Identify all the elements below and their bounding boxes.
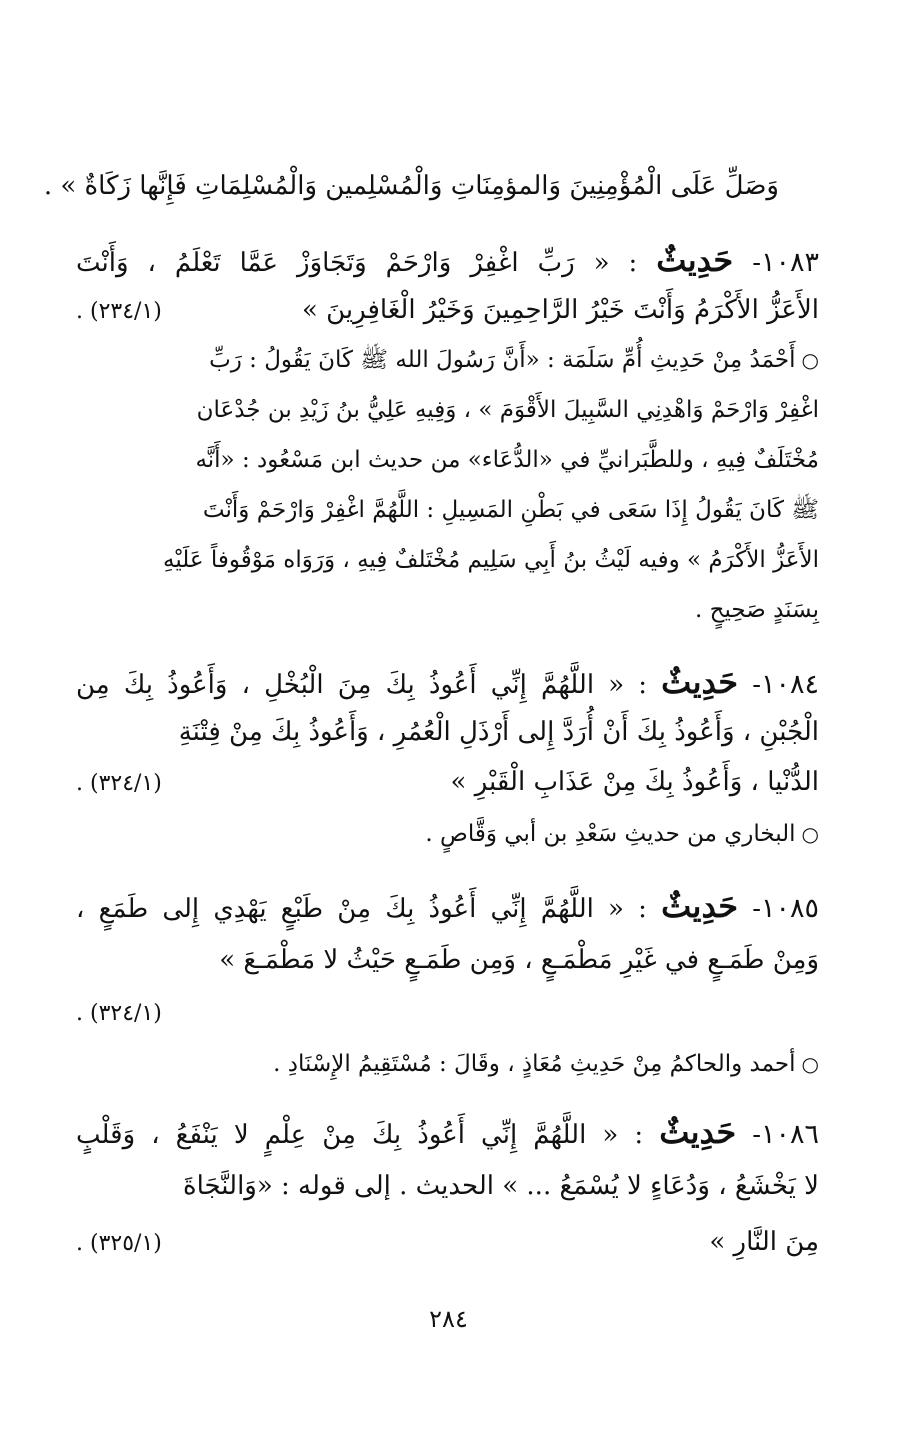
hadith-1084-note-1 (76, 814, 819, 854)
hadith-number: ١٠٨٤ (761, 669, 820, 700)
hadith-text: مِنَ النَّارِ » (709, 1227, 819, 1257)
hadith-1083-note-1 (76, 340, 819, 380)
hadith-text: لا يَخْشَعُ ، وَدُعَاءٍ لا يُسْمَعُ ... » الحديث . إلى قوله : «وَالنَّجَاةَ (182, 1171, 819, 1201)
hadith-text: : « رَبِّ اغْفِرْ وَارْحَمْ وَتَجَاوَزْ عَمَّا تَعْلَمُ ، وَأَنْتَ (76, 248, 638, 278)
circle-bullet-icon: ○ (801, 1052, 819, 1076)
hadith-1083-note-5 (76, 540, 819, 580)
hadith-1084-reference (76, 764, 162, 804)
hadith-text: : « اللَّهُمَّ إِنِّي أَعُوذُ بِكَ مِنْ عِلْمٍ لا يَنْفَعُ ، وَقَلْبٍ (76, 1120, 644, 1150)
hadith-1083-note-6 (76, 590, 819, 630)
note-text: أحمد والحاكمُ مِنْ حَدِيثِ مُعَاذٍ ، وقَالَ : مُسْتَقِيمُ الإِسْنَادِ . (273, 1051, 796, 1077)
note-text: ﷺ كَانَ يَقُولُ إِذَا سَعَى في بَطْنِ المَسِيلِ : اللَّهُمَّ اغْفِرْ وَارْحَمْ وَأَنْتَ (202, 497, 819, 523)
hadith-label: حَدِيثٌ (656, 241, 734, 279)
reference-text: . (٢٣٤/١) (76, 299, 162, 324)
dash: - (752, 670, 761, 700)
hadith-text: وَمِنْ طَمَـعٍ في غَيْرِ مَطْمَـعٍ ، وَمِن طَمَـعٍ حَيْثُ لا مَطْمَـعَ » (219, 945, 819, 975)
reference-text: . (٣٢٤/١) (76, 1001, 162, 1026)
hadith-1084-line-2 (76, 712, 819, 752)
dash: - (752, 894, 762, 924)
hadith-1083-note-3 (76, 440, 819, 480)
hadith-label: حَدِيثٌ (661, 887, 739, 925)
page-number: ٢٨٤ (429, 1305, 468, 1333)
hadith-1083-line-1 (76, 240, 819, 283)
hadith-1083-note-4 (76, 490, 819, 530)
hadith-1085-reference (76, 994, 162, 1034)
hadith-label: حَدِيثٌ (659, 1113, 737, 1151)
hadith-1086-line-1 (76, 1112, 819, 1155)
hadith-1085-line-2 (76, 940, 819, 980)
hadith-1085-note-1 (76, 1044, 819, 1084)
hadith-1084-line-3 (230, 762, 819, 802)
hadith-text: الأَعَزُّ الأَكْرَمُ وَأَنْتَ خَيْرُ الرَّاحِمِينَ وَخَيْرُ الْغَافِرِينَ » (301, 295, 819, 325)
hadith-1084-line-1 (76, 662, 819, 705)
hadith-1085-line-1 (76, 886, 819, 929)
hadith-1086-line-3 (330, 1222, 819, 1262)
hadith-1086-reference (76, 1224, 162, 1264)
continuation-line (43, 166, 779, 206)
dash: - (752, 248, 761, 278)
hadith-1083-reference (76, 292, 162, 332)
note-text: البخاري من حديثِ سَعْدِ بن أبي وَقَّاصٍ . (425, 821, 796, 847)
hadith-1083-note-2 (76, 390, 819, 430)
reference-text: . (٣٢٤/١) (76, 771, 162, 796)
hadith-number: ١٠٨٥ (761, 893, 820, 924)
continuation-text: وَصَلِّ عَلَى الْمُؤْمِنِينَ وَالمؤمِنَاتِ وَالْمُسْلِمين وَالْمُسْلِمَاتِ فَإِنَّها زَكَاةٌ » . (43, 171, 779, 201)
circle-bullet-icon: ○ (801, 822, 819, 846)
circle-bullet-icon: ○ (801, 348, 819, 372)
note-text: أَحْمَدُ مِنْ حَدِيثِ أُمِّ سَلَمَة : «أَنَّ رَسُولَ الله ﷺ كَانَ يَقُولُ : رَبِّ (209, 347, 796, 373)
reference-text: . (٣٢٥/١) (76, 1231, 162, 1256)
hadith-number: ١٠٨٦ (761, 1119, 820, 1150)
hadith-text: الْجُبْنِ ، وَأَعُوذُ بِكَ أَنْ أُرَدَّ إِلى أَرْذَلِ الْعُمُرِ ، وَأَعُوذُ بِكَ مِنْ فِتْنَةِ (178, 717, 819, 747)
hadith-1086-line-2 (76, 1166, 819, 1206)
dash: - (752, 1120, 761, 1150)
hadith-text: الدُّنْيا ، وَأَعُوذُ بِكَ مِنْ عَذَابِ الْقَبْرِ » (450, 767, 819, 797)
note-text: الأَعَزُّ الأَكْرَمُ » وفيه لَيْثُ بنُ أَبِي سَلِيم مُخْتَلفٌ فِيهِ ، وَرَوَاه مَوْقُوفاً عَلَيْهِ (162, 547, 819, 573)
hadith-1083-line-2 (210, 290, 819, 330)
note-text: مُخْتَلَفٌ فِيهِ ، وللطَّبَرانيِّ في «الدُّعَاء» من حديث ابن مَسْعُود : «أَنَّه (195, 447, 819, 473)
hadith-text: : « اللَّهُمَّ إِنِّي أَعُوذُ بِكَ مِنَ الْبُخْلِ ، وَأَعُوذُ بِكَ مِن (76, 670, 648, 700)
note-text: بِسَنَدٍ صَحِيحٍ . (694, 597, 819, 623)
hadith-label: حَدِيثٌ (661, 663, 739, 701)
note-text: اغْفِرْ وَارْحَمْ وَاهْدِنِي السَّبِيلَ الأَقْوَمَ » ، وَفِيهِ عَلِيُّ بنُ زَيْدِ بن جُدْعَان (196, 397, 819, 423)
hadith-number: ١٠٨٣ (761, 247, 820, 278)
hadith-text: : « اللَّهُمَّ إِنِّي أَعُوذُ بِكَ مِنْ طَبْعٍ يَهْدِي إِلى طَمَعٍ ، (76, 894, 647, 924)
